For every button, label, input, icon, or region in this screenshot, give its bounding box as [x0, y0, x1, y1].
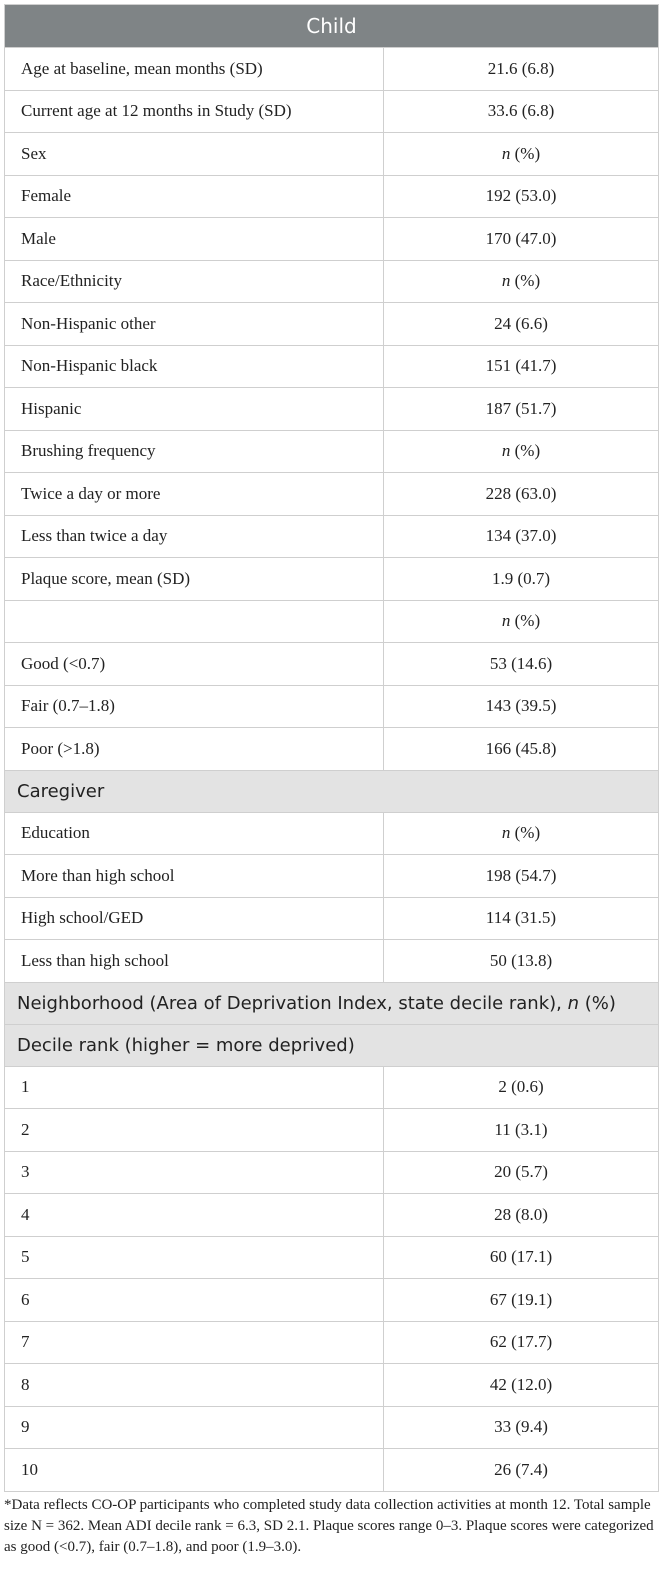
- table-row: [5, 1279, 659, 1322]
- table-title: Child: [5, 5, 659, 48]
- row-label: 8: [5, 1364, 384, 1407]
- row-value: 1.9 (0.7): [384, 558, 659, 601]
- decile-header: Decile rank (higher = more deprived): [5, 1024, 659, 1066]
- demographics-table: [4, 4, 659, 1492]
- row-label: 7: [5, 1321, 384, 1364]
- row-value: n (%): [384, 430, 659, 473]
- row-value: 21.6 (6.8): [384, 48, 659, 91]
- table-row: [5, 1236, 659, 1279]
- neighborhood-header: [5, 982, 659, 1024]
- table-row: [5, 48, 659, 91]
- table-row: [5, 175, 659, 218]
- table-row: [5, 897, 659, 940]
- row-value: 67 (19.1): [384, 1279, 659, 1322]
- row-label: Sex: [5, 133, 384, 176]
- table-row: [5, 430, 659, 473]
- table-row: [5, 728, 659, 771]
- row-label: Race/Ethnicity: [5, 260, 384, 303]
- row-label: Current age at 12 months in Study (SD): [5, 90, 384, 133]
- row-label: 5: [5, 1236, 384, 1279]
- table-row: [5, 643, 659, 686]
- row-value: 170 (47.0): [384, 218, 659, 261]
- row-value: 50 (13.8): [384, 940, 659, 983]
- row-label: High school/GED: [5, 897, 384, 940]
- row-value: 20 (5.7): [384, 1151, 659, 1194]
- row-value: 166 (45.8): [384, 728, 659, 771]
- table-row: [5, 812, 659, 855]
- row-value: n (%): [384, 133, 659, 176]
- neighborhood-header-suffix: (%): [579, 992, 616, 1014]
- table-row: [5, 388, 659, 431]
- row-value: 143 (39.5): [384, 685, 659, 728]
- table-title-row: [5, 5, 659, 48]
- row-label: 3: [5, 1151, 384, 1194]
- row-label: [5, 600, 384, 643]
- demographics-table-container: [4, 4, 658, 1492]
- table-row: [5, 90, 659, 133]
- row-value: 228 (63.0): [384, 473, 659, 516]
- caregiver-header-row: [5, 770, 659, 812]
- row-label: More than high school: [5, 855, 384, 898]
- row-value: 11 (3.1): [384, 1109, 659, 1152]
- table-row: [5, 1364, 659, 1407]
- table-row: [5, 1321, 659, 1364]
- table-row: [5, 600, 659, 643]
- table-row: [5, 940, 659, 983]
- row-label: 2: [5, 1109, 384, 1152]
- row-value: 192 (53.0): [384, 175, 659, 218]
- row-label: Non-Hispanic black: [5, 345, 384, 388]
- row-value: 62 (17.7): [384, 1321, 659, 1364]
- table-row: [5, 303, 659, 346]
- row-value: 33.6 (6.8): [384, 90, 659, 133]
- row-value: 2 (0.6): [384, 1066, 659, 1109]
- table-row: [5, 1109, 659, 1152]
- row-value: 33 (9.4): [384, 1406, 659, 1449]
- table-row: [5, 558, 659, 601]
- row-label: 10: [5, 1449, 384, 1492]
- row-value: 134 (37.0): [384, 515, 659, 558]
- table-row: [5, 1449, 659, 1492]
- table-footnote: *Data reflects CO-OP participants who completed study data collection activities at month 12. Total sample size N = 362. Mean ADI decile rank = 6.3, SD 2.1. Plaque scores range 0–3. Plaque scores were categorized as good (<0.7), fair (0.7–1.8), and poor (1.9–3.0).: [4, 1497, 654, 1555]
- row-value: 60 (17.1): [384, 1236, 659, 1279]
- table-row: [5, 345, 659, 388]
- table-row: [5, 855, 659, 898]
- caregiver-header: Caregiver: [5, 770, 659, 812]
- table-row: [5, 473, 659, 516]
- neighborhood-header-row: [5, 982, 659, 1024]
- row-value: 28 (8.0): [384, 1194, 659, 1237]
- row-label: Hispanic: [5, 388, 384, 431]
- row-label: Less than high school: [5, 940, 384, 983]
- table-row: [5, 1066, 659, 1109]
- row-label: Less than twice a day: [5, 515, 384, 558]
- decile-header-row: [5, 1024, 659, 1066]
- table-row: [5, 1151, 659, 1194]
- row-value: 198 (54.7): [384, 855, 659, 898]
- row-label: Brushing frequency: [5, 430, 384, 473]
- row-label: 4: [5, 1194, 384, 1237]
- row-value: n (%): [384, 812, 659, 855]
- row-value: 26 (7.4): [384, 1449, 659, 1492]
- neighborhood-header-text: Neighborhood (Area of Deprivation Index, state decile rank),: [17, 992, 568, 1014]
- row-label: Plaque score, mean (SD): [5, 558, 384, 601]
- row-label: Education: [5, 812, 384, 855]
- table-row: [5, 260, 659, 303]
- table-row: [5, 515, 659, 558]
- row-value: 114 (31.5): [384, 897, 659, 940]
- table-row: [5, 1406, 659, 1449]
- row-value: 53 (14.6): [384, 643, 659, 686]
- table-row: [5, 1194, 659, 1237]
- row-value: n (%): [384, 600, 659, 643]
- row-value: n (%): [384, 260, 659, 303]
- table-row: [5, 218, 659, 261]
- row-label: Female: [5, 175, 384, 218]
- table-row: [5, 685, 659, 728]
- row-label: 9: [5, 1406, 384, 1449]
- row-label: Twice a day or more: [5, 473, 384, 516]
- row-label: Poor (>1.8): [5, 728, 384, 771]
- row-label: Non-Hispanic other: [5, 303, 384, 346]
- row-value: 24 (6.6): [384, 303, 659, 346]
- row-label: Age at baseline, mean months (SD): [5, 48, 384, 91]
- row-label: Fair (0.7–1.8): [5, 685, 384, 728]
- row-value: 151 (41.7): [384, 345, 659, 388]
- neighborhood-header-n: n: [567, 992, 580, 1014]
- row-label: Good (<0.7): [5, 643, 384, 686]
- table-row: [5, 133, 659, 176]
- row-value: 42 (12.0): [384, 1364, 659, 1407]
- row-value: 187 (51.7): [384, 388, 659, 431]
- row-label: Male: [5, 218, 384, 261]
- row-label: 1: [5, 1066, 384, 1109]
- row-label: 6: [5, 1279, 384, 1322]
